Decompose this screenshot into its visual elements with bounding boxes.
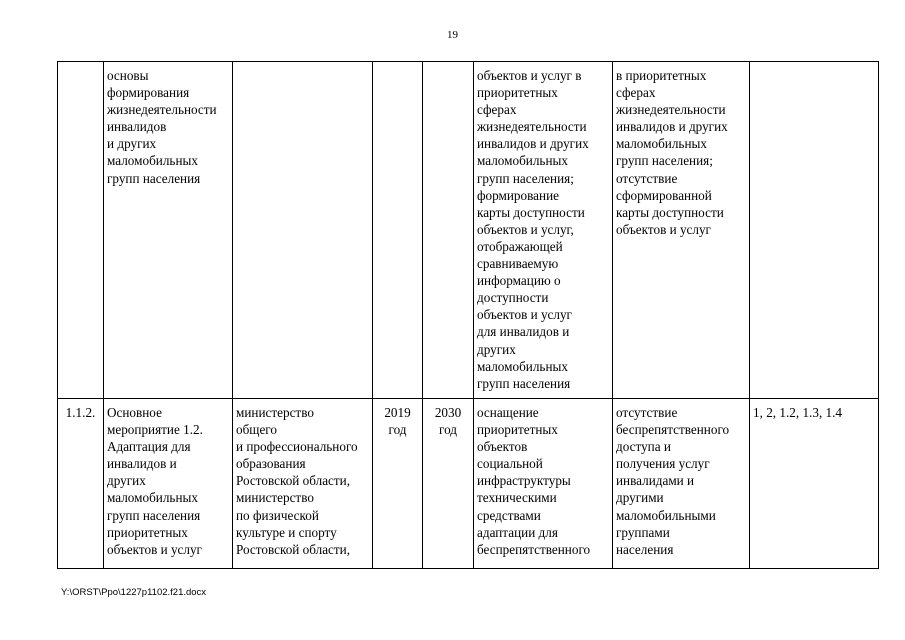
cell-text-line: инфраструктуры: [477, 473, 571, 489]
cell-expected-result: [474, 62, 613, 399]
page-number: 19: [447, 29, 458, 41]
cell-text-line: доступа и: [616, 439, 671, 455]
cell-text-line: сравниваемую: [477, 256, 559, 272]
cell-text-line: формирование: [477, 187, 559, 203]
cell-text-line: формирования: [107, 85, 190, 101]
cell-text-line: по физической: [236, 507, 319, 523]
cell-text-line: групп населения;: [477, 170, 574, 186]
cell-text-line: Ростовской области,: [236, 541, 351, 557]
cell-text-line: год: [388, 422, 407, 438]
cell-text-line: маломобильных: [107, 490, 198, 506]
cell-text-line: объектов и услуг: [477, 307, 572, 323]
cell-text-line: 2030: [434, 405, 462, 420]
cell-executor: [233, 399, 373, 569]
cell-text-line: карты доступности: [477, 204, 585, 220]
cell-text-line: Основное: [107, 405, 162, 420]
cell-text-line: 2019: [384, 405, 411, 420]
cell-text-line: 1, 2, 1.2, 1.3, 1.4: [753, 405, 843, 420]
cell-start-year: [373, 399, 423, 569]
cell-activity-name: [104, 62, 233, 399]
file-path-footer: Y:\ORST\Ppo\1227p1102.f21.docx: [61, 587, 207, 598]
activities-table: [57, 61, 879, 569]
cell-consequence: [613, 62, 750, 399]
cell-text-line: мероприятие 1.2.: [107, 422, 203, 438]
cell-text-line: групп населения: [477, 375, 571, 391]
cell-text-line: маломобильных: [477, 153, 568, 169]
table-row: [58, 399, 879, 569]
cell-text-line: год: [438, 422, 457, 438]
cell-text-line: жизнедеятельности: [107, 102, 217, 118]
cell-text-line: беспрепятственного: [616, 422, 730, 438]
cell-text-line: для инвалидов и: [477, 324, 570, 340]
cell-text-line: доступности: [477, 290, 549, 306]
cell-text-line: инвалидами и: [616, 473, 695, 489]
cell-text-line: 1.1.2.: [65, 405, 96, 420]
cell-text-line: объектов и услуг,: [477, 221, 574, 237]
cell-text-line: и профессионального: [236, 439, 358, 455]
cell-text-line: групп населения: [107, 170, 201, 186]
cell-text-line: групп населения: [107, 507, 201, 523]
cell-executor: [233, 62, 373, 399]
cell-text-line: объектов и услуг: [616, 221, 711, 237]
cell-text-line: министерство: [236, 405, 314, 420]
cell-text-line: социальной: [477, 456, 543, 472]
cell-text-line: приоритетных: [477, 422, 558, 438]
cell-text-line: и других: [107, 136, 157, 152]
cell-text-line: группами: [616, 524, 670, 540]
cell-expected-result: [474, 399, 613, 569]
cell-text-line: Ростовской области,: [236, 473, 351, 489]
cell-text-line: оснащение: [477, 405, 539, 420]
cell-text-line: Адаптация для: [107, 439, 191, 455]
cell-text-line: информацию о: [477, 273, 561, 289]
cell-text-line: объектов и услуг: [107, 541, 202, 557]
cell-text-line: инвалидов и: [107, 456, 177, 472]
cell-text-line: министерство: [236, 490, 314, 506]
cell-text-line: приоритетных: [107, 524, 188, 540]
cell-text-line: беспрепятственного: [477, 541, 591, 557]
cell-text-line: отображающей: [477, 238, 563, 254]
cell-text-line: общего: [236, 422, 277, 438]
cell-text-line: объектов и услуг в: [477, 68, 582, 83]
cell-text-line: объектов: [477, 439, 528, 455]
cell-text-line: других: [107, 473, 146, 489]
cell-text-line: инвалидов: [107, 119, 167, 135]
cell-text-line: маломобильных: [616, 136, 707, 152]
cell-number: [58, 62, 104, 399]
table-row: [58, 62, 879, 399]
cell-text-line: техническими: [477, 490, 557, 506]
cell-consequence: [613, 399, 750, 569]
cell-text-line: сформированной: [616, 187, 712, 203]
cell-text-line: населения: [616, 541, 674, 557]
cell-end-year: [423, 62, 474, 399]
cell-text-line: жизнедеятельности: [616, 102, 726, 118]
cell-text-line: маломобильными: [616, 507, 716, 523]
cell-text-line: жизнедеятельности: [477, 119, 587, 135]
cell-end-year: [423, 399, 474, 569]
cell-text-line: отсутствие: [616, 170, 678, 186]
cell-text-line: инвалидов и других: [616, 119, 728, 135]
cell-text-line: карты доступности: [616, 204, 724, 220]
cell-text-line: образования: [236, 456, 306, 472]
cell-activity-name: [104, 399, 233, 569]
cell-text-line: отсутствие: [616, 405, 678, 420]
cell-text-line: сферах: [477, 102, 517, 118]
cell-text-line: инвалидов и других: [477, 136, 589, 152]
cell-text-line: культуре и спорту: [236, 524, 337, 540]
cell-text-line: средствами: [477, 507, 541, 523]
cell-text-line: маломобильных: [477, 358, 568, 374]
cell-text-line: получения услуг: [616, 456, 710, 472]
cell-text-line: адаптации для: [477, 524, 558, 540]
cell-text-line: других: [477, 341, 516, 357]
cell-number: [58, 399, 104, 569]
cell-start-year: [373, 62, 423, 399]
cell-text-line: маломобильных: [107, 153, 198, 169]
cell-text-line: основы: [107, 68, 149, 83]
cell-text-line: в приоритетных: [616, 68, 707, 83]
cell-text-line: приоритетных: [477, 85, 558, 101]
cell-indicator-link: [750, 62, 879, 399]
cell-indicator-link: [750, 399, 879, 569]
cell-text-line: другими: [616, 490, 664, 506]
cell-text-line: сферах: [616, 85, 656, 101]
cell-text-line: групп населения;: [616, 153, 713, 169]
